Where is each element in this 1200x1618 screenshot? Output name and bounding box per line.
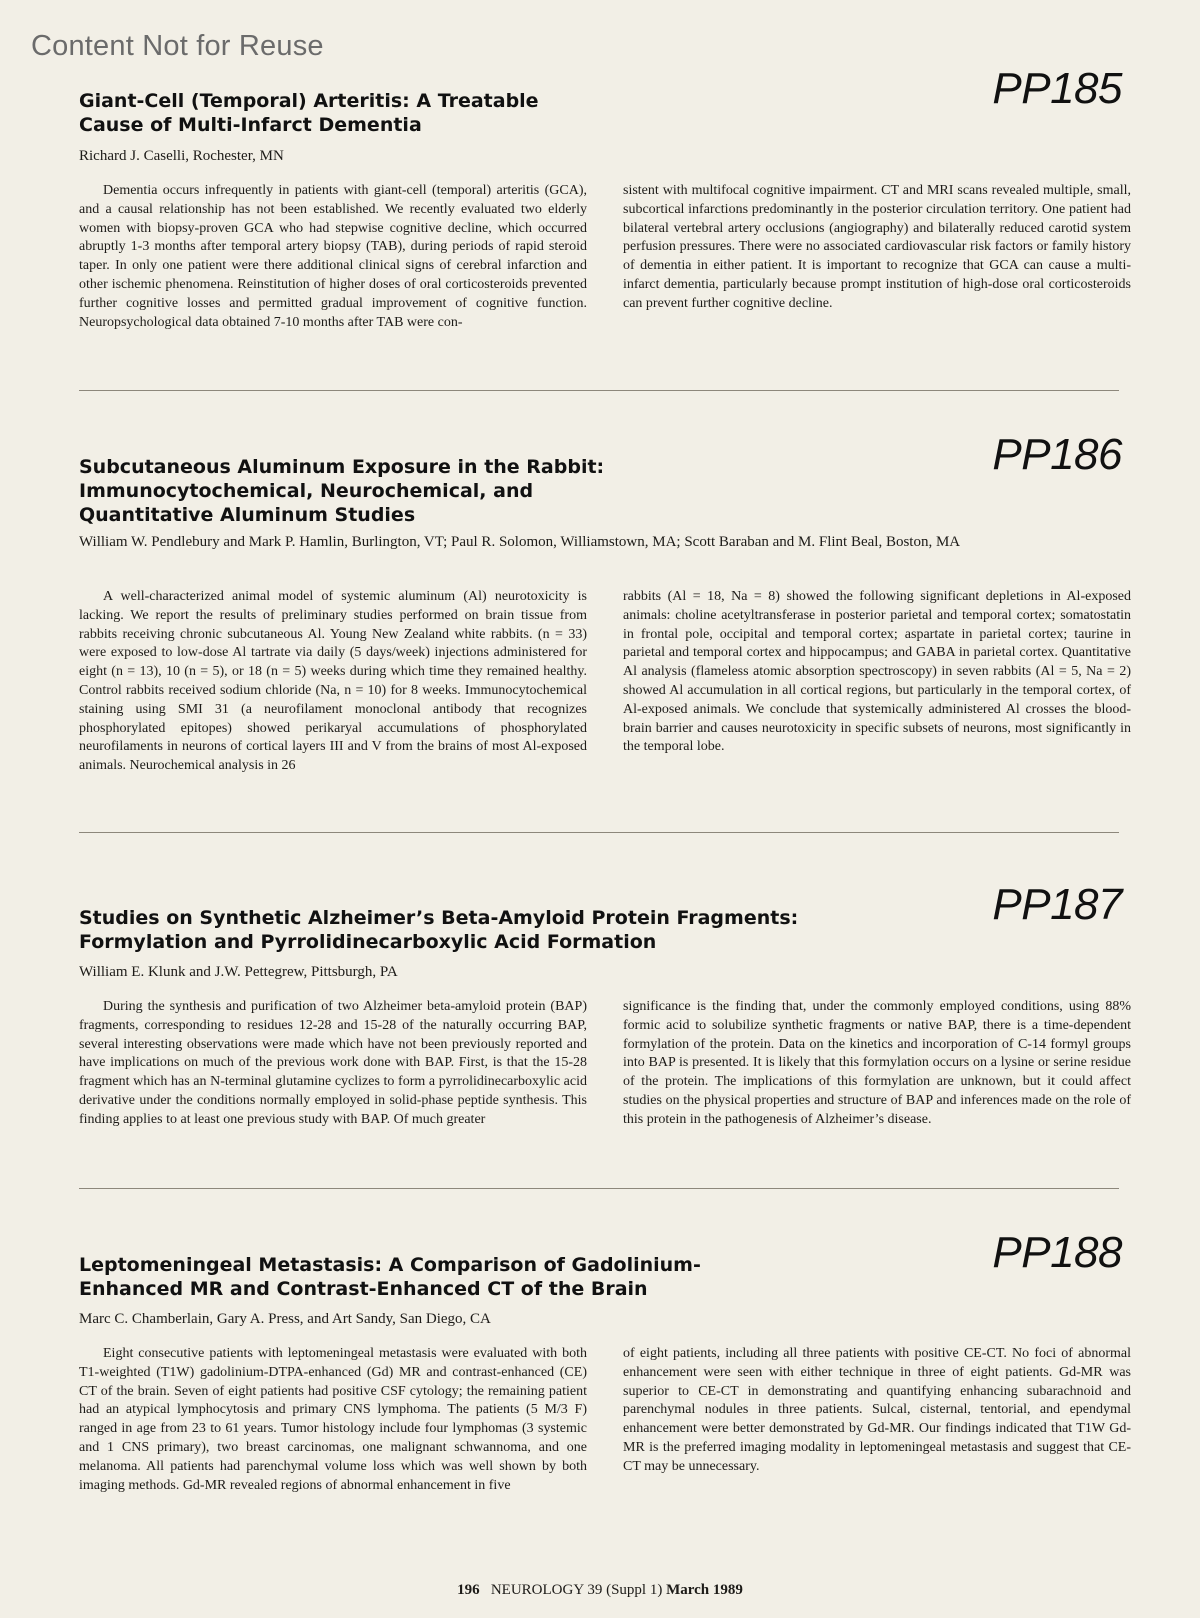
abstract-body-col2: rabbits (Al = 18, Na = 8) showed the following significant depletions in Al-exposed animals: choline acetyltransferase in posterior parietal and temporal cortex; somatostatin in frontal pole, occipital and temporal cortex; aspartate in parietal cortex; taurine in parietal and temporal cortex and hippocampus; and GABA in parietal cortex. Quantitative Al analysis (flameless atomic absorption spectroscopy) in seven rabbits (Al = 5, Na = 2) showed Al accumulation in all cortical regions, but particularly in the temporal cortex, of Al-exposed animals. We conclude that systemically administered Al crosses the blood-brain barrier and causes neurotoxicity in specific subsets of neurons, most significantly in the temporal lobe. <box>623 589 1131 755</box>
abstract-code: PP185 <box>992 64 1122 113</box>
abstract-title <box>79 1253 959 1301</box>
abstract-body-col1: Eight consecutive patients with leptomeningeal metastasis were evaluated with both T1-weighted (T1W) gadolinium-DTPA-enhanced (Gd) MR and contrast-enhanced (CE) CT of the brain. Seven of eight patients had positive CSF cytology; the remaining patient had an atypical lymphocytosis and primary CNS lymphoma. The patients (5 M/3 F) ranged in age from 23 to 61 years. Tumor histology include four lymphomas (3 systemic and 1 CNS primary), two breast carcinomas, one malignant schwannoma, and one melanoma. All patients had parenchymal volume loss which was well shown by both imaging methods. Gd-MR revealed regions of abnormal enhancement in five <box>79 1346 587 1493</box>
title-line: Formylation and Pyrrolidinecarboxylic Acid Formation <box>79 931 657 953</box>
abstract-authors: Richard J. Caselli, Rochester, MN <box>79 148 284 164</box>
abstract-authors: Marc C. Chamberlain, Gary A. Press, and Art Sandy, San Diego, CA <box>79 1311 491 1327</box>
section-divider <box>79 390 1119 391</box>
abstract-body-col2: of eight patients, including all three patients with positive CE-CT. No foci of abnormal enhancement were seen with either technique in three of eight patients. Gd-MR was superior to CE-CT in demonstrating and quantifying enhancing subarachnoid and parenchymal nodules in three patients. Sulcal, cisternal, tentorial, and ependymal enhancement were better demonstrated by Gd-MR. Our findings indicated that T1W Gd-MR is the preferred imaging modality in leptomeningeal metastasis and suggest that CE-CT may be unnecessary. <box>623 1346 1131 1474</box>
abstract-authors: William E. Klunk and J.W. Pettegrew, Pittsburgh, PA <box>79 964 398 980</box>
abstract-title <box>79 455 959 527</box>
abstract-authors: William W. Pendlebury and Mark P. Hamlin, Burlington, VT; Paul R. Solomon, Williamstown, MA; Scott Baraban and M. Flint Beal, Boston, MA <box>79 534 961 550</box>
abstract-body-col1: A well-characterized animal model of systemic aluminum (Al) neurotoxicity is lacking. We report the results of preliminary studies performed on brain tissue from rabbits receiving chronic subcutaneous Al. Young New Zealand white rabbits. (n = 33) were exposed to low-dose Al tartrate via daily (5 days/week) injections administered for eight (n = 13), 10 (n = 5), or 18 (n = 5) weeks during which time they remained healthy. Control rabbits received sodium chloride (Na, n = 10) for 8 weeks. Immunocytochemical staining using SMI 31 (a neurofilament monoclonal antibody that recognizes phosphorylated epitopes) showed perikaryal accumulations of phosphorylated neurofilaments in neurons of cortical layers III and V from the brains of most Al-exposed animals. Neurochemical analysis in 26 <box>79 589 587 774</box>
title-line: Subcutaneous Aluminum Exposure in the Rabbit: <box>79 456 605 478</box>
abstract-title <box>79 906 959 954</box>
page-footer <box>0 1582 1200 1599</box>
journal-name: NEUROLOGY 39 (Suppl 1) <box>490 1582 663 1598</box>
abstract-code: PP186 <box>992 430 1122 479</box>
abstract-body-col2: sistent with multifocal cognitive impairment. CT and MRI scans revealed multiple, small, subcortical infarctions predominantly in the posterior circulation territory. One patient had bilateral vertebral artery occlusions (angiography) and bilaterally reduced carotid system perfusion pressures. There were no associated cardiovascular risk factors or family history of dementia in either patient. It is important to recognize that GCA can cause a multi-infarct dementia, particularly because prompt institution of high-dose oral corticosteroids can prevent further cognitive decline. <box>623 183 1131 311</box>
title-line: Studies on Synthetic Alzheimer’s Beta-Amyloid Protein Fragments: <box>79 907 799 929</box>
section-divider <box>79 1188 1119 1189</box>
abstract-body-col1: Dementia occurs infrequently in patients with giant-cell (temporal) arteritis (GCA), and a causal relationship has not been established. We recently evaluated two elderly women with biopsy-proven GCA who had stepwise cognitive decline, which occurred abruptly 1-3 months after temporal artery biopsy (TAB), during periods of rapid steroid taper. In only one patient were there additional clinical signs of cerebral infarction and other ischemic phenomena. Reinstitution of higher doses of oral corticosteroids prevented further cognitive losses and permitted gradual improvement of cognitive function. Neuropsychological data obtained 7-10 months after TAB were con- <box>79 183 587 330</box>
title-line: Immunocytochemical, Neurochemical, and <box>79 480 534 502</box>
abstract-body-col2: significance is the finding that, under the commonly employed conditions, using 88% formic acid to solubilize synthetic fragments or native BAP, there is a time-dependent formylation of the protein. Data on the kinetics and incorporation of C-14 formyl groups into BAP is presented. It is likely that this formylation occurs on a lysine or serine residue of the protein. The implications of this formylation are unknown, but it could affect studies on the physical properties and structure of BAP and inferences made on the role of this protein in the pathogenesis of Alzheimer’s disease. <box>623 999 1131 1127</box>
title-line: Enhanced MR and Contrast-Enhanced CT of the Brain <box>79 1278 648 1300</box>
abstract-body-col1: During the synthesis and purification of two Alzheimer beta-amyloid protein (BAP) fragments, corresponding to residues 12-28 and 15-28 of the naturally occurring BAP, several interesting observations were made which have not been previously reported and have implications on much of the previous work done with BAP. First, is that the 15-28 fragment which has an N-terminal glutamine cyclizes to form a pyrrolidinecarboxylic acid derivative under the conditions normally employed in solid-phase peptide synthesis. This finding applies to at least one previous study with BAP. Of much greater <box>79 999 587 1127</box>
issue-date: March 1989 <box>666 1582 743 1598</box>
title-line: Cause of Multi-Infarct Dementia <box>79 114 422 136</box>
abstract-code: PP187 <box>992 880 1122 929</box>
title-line: Giant-Cell (Temporal) Arteritis: A Treatable <box>79 90 539 112</box>
abstract-title <box>79 89 959 137</box>
abstract-code: PP188 <box>992 1228 1122 1277</box>
section-divider <box>79 832 1119 833</box>
title-line: Quantitative Aluminum Studies <box>79 504 416 526</box>
title-line: Leptomeningeal Metastasis: A Comparison of Gadolinium- <box>79 1254 701 1276</box>
page-number: 196 <box>457 1582 480 1598</box>
watermark: Content Not for Reuse <box>31 30 324 62</box>
